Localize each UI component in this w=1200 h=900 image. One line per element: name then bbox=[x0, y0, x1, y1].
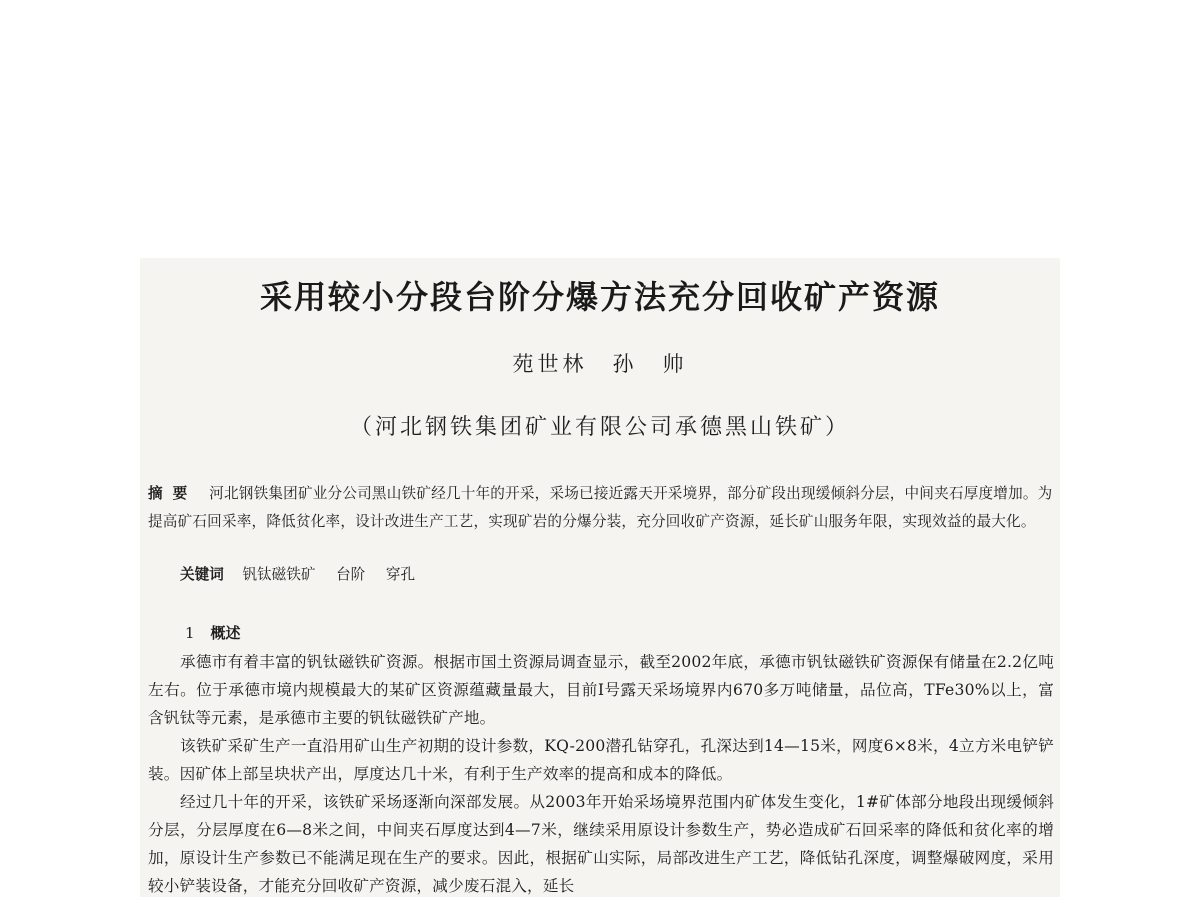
abstract-text: 河北钢铁集团矿业分公司黑山铁矿经几十年的开采，采场已接近露天开采境界，部分矿段出现缓倾斜分层，中间夹石厚度增加。为提高矿石回采率，降低贫化率，设计改进生产工艺，实现矿岩的分爆分装，充分回收矿产资源，延长矿山服务年限，实现效益的最大化。 bbox=[148, 485, 1053, 530]
paragraph: 该铁矿采矿生产一直沿用矿山生产初期的设计参数，KQ-200潜孔钻穿孔，孔深达到14—15米，网度6×8米，4立方米电铲铲装。因矿体上部呈块状产出，厚度达几十米，有利于生产效率的提高和成本的降低。 bbox=[148, 737, 1054, 783]
section-heading bbox=[185, 622, 241, 643]
paper-authors: 苑世林 孙 帅 bbox=[512, 352, 688, 376]
keyword-item: 钒钛磁铁矿 bbox=[242, 566, 316, 583]
abstract bbox=[148, 480, 1054, 536]
paragraph: 承德市有着丰富的钒钛磁铁矿资源。根据市国土资源局调查显示，截至2002年底，承德市钒钛磁铁矿资源保有储量在2.2亿吨左右。位于承德市境内规模最大的某矿区资源蕴藏量最大，目前Ⅰ号露天采场境界内670多万吨储量，品位高，TFe30%以上，富含钒钛等元素，是承德市主要的钒钛磁铁矿产地。 bbox=[148, 653, 1054, 727]
section-number: 1 bbox=[185, 624, 195, 642]
keyword-item: 穿孔 bbox=[385, 566, 416, 583]
keyword-item: 台阶 bbox=[336, 566, 366, 583]
section-title: 概述 bbox=[210, 624, 241, 642]
abstract-label: 摘要 bbox=[148, 485, 198, 502]
keywords-label: 关键词 bbox=[180, 566, 224, 583]
paper-affiliation: （河北钢铁集团矿业有限公司承德黑山铁矿） bbox=[349, 415, 850, 440]
keywords bbox=[180, 563, 1050, 584]
paragraph: 经过几十年的开采，该铁矿采场逐渐向深部发展。从2003年开始采场境界范围内矿体发生变化，1#矿体部分地段出现缓倾斜分层，分层厚度在6—8米之间，中间夹石厚度达到4—7米，继续采用原设计参数生产，势必造成矿石回采率的降低和贫化率的增加，原设计生产参数已不能满足现在生产的要求。因此，根据矿山实际，局部改进生产工艺，降低钻孔深度，调整爆破网度，采用较小铲装设备，才能充分回收矿产资源，减少废石混入，延长 bbox=[148, 793, 1054, 895]
body-text bbox=[148, 648, 1054, 900]
paper-title: 采用较小分段台阶分爆方法充分回收矿产资源 bbox=[259, 278, 940, 316]
